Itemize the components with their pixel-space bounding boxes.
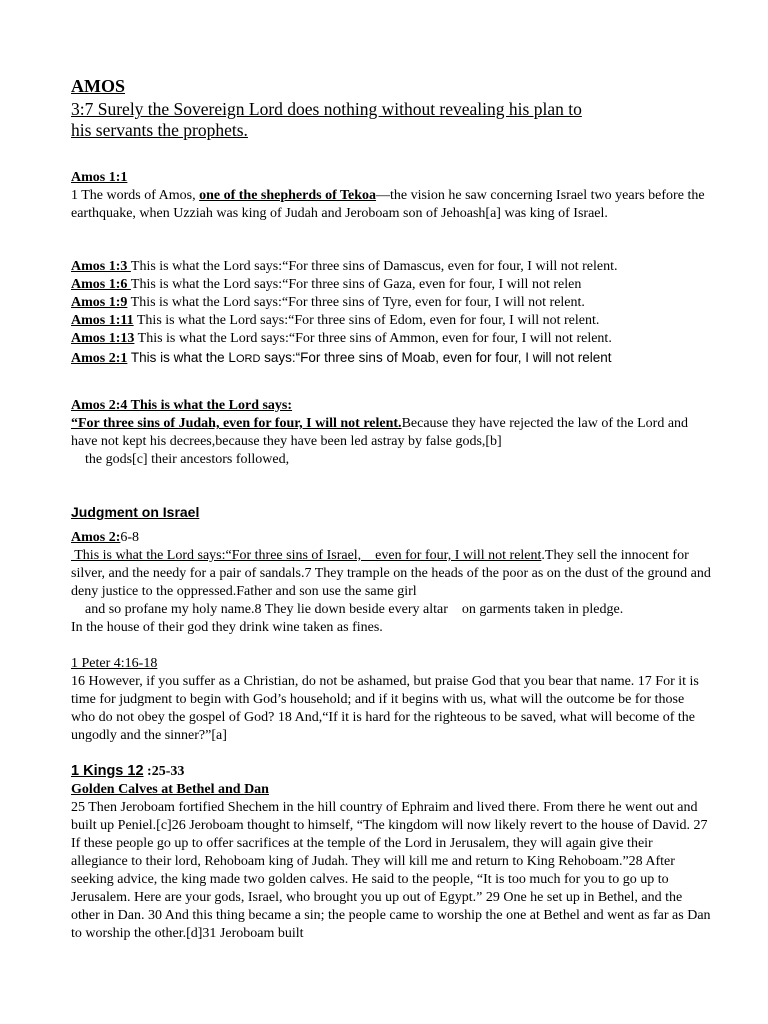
judgment-underlined: This is what the Lord says:“For three sins of Israel, even for four, I will not relent bbox=[71, 548, 542, 563]
judgment-ref: Amos 2: bbox=[71, 530, 121, 545]
kings-ref-line bbox=[71, 762, 711, 781]
verse-text: This is what the Lord says:“For three sins of Ammon, even for four, I will not relent. bbox=[134, 331, 612, 346]
judgment-rest: .They sell the innocent for silver, and the needy for a pair of sandals.7 They trample on the heads of the poor as on the dust of the ground and deny justice to the oppressed.Father and son use the same girl bbox=[71, 548, 711, 599]
amos-2-4-text bbox=[71, 415, 711, 451]
verse-list bbox=[71, 258, 711, 369]
amos-2-4-rest: Because they have rejected the law of the Lord and have not kept his decrees,because they have been led astray by false gods,[b] bbox=[71, 416, 689, 449]
verse-line bbox=[71, 312, 711, 330]
amos-1-1-ref: Amos 1:1 bbox=[71, 170, 128, 185]
judgment-section bbox=[71, 529, 711, 637]
verse-ref: Amos 1:9 bbox=[71, 295, 128, 310]
kings-subheading: Golden Calves at Bethel and Dan bbox=[71, 782, 269, 797]
verse-ref: Amos 1:13 bbox=[71, 331, 135, 346]
verse-text-smallcaps: ORD bbox=[235, 353, 261, 365]
amos-2-4-quote: “For three sins of Judah, even for four, I will not relent. bbox=[71, 416, 402, 431]
verse-ref: Amos 2:1 bbox=[71, 351, 128, 366]
verse-text-post: says:“For three sins of Moab, even for four, I will not relent bbox=[260, 350, 612, 365]
verse-line bbox=[71, 330, 711, 348]
verse-ref: Amos 1:11 bbox=[71, 313, 134, 328]
verse-line-amos-2-1 bbox=[71, 348, 711, 369]
judgment-line-5: In the house of their god they drink wine taken as fines. bbox=[71, 620, 383, 635]
amos-1-1-section bbox=[71, 169, 711, 223]
amos-2-4-section bbox=[71, 397, 711, 469]
key-verse-line-2: his servants the prophets. bbox=[71, 120, 248, 140]
kings-ref: 1 Kings 12 bbox=[71, 763, 144, 779]
peter-text: 16 However, if you suffer as a Christian, do not be ashamed, but praise God that you bear that name. 17 For it is time for judgment to begin with God’s household; and if it begins with us, what will the outcome be for those who do not obey the gospel of God? 18 And,“If it is hard for the righteous to be saved, what will become of the ungodly and the sinner?”[a] bbox=[71, 674, 699, 743]
amos-1-1-text bbox=[71, 187, 711, 223]
verse-line bbox=[71, 276, 711, 294]
verse-text: This is what the Lord says:“For three sins of Damascus, even for four, I will not relent. bbox=[130, 259, 618, 274]
judgment-ref-rest: 6-8 bbox=[120, 530, 140, 545]
key-verse bbox=[71, 99, 711, 141]
judgment-text bbox=[71, 547, 711, 601]
verse-text bbox=[127, 350, 611, 365]
verse-line bbox=[71, 258, 711, 276]
kings-ref-rest: :25-33 bbox=[143, 764, 185, 779]
peter-section bbox=[71, 655, 711, 745]
judgment-line-4: and so profane my holy name.8 They lie down beside every altar on garments taken in pledge. bbox=[71, 602, 624, 617]
verse-line bbox=[71, 294, 711, 312]
amos-1-1-highlight: one of the shepherds of Tekoa bbox=[199, 188, 377, 203]
amos-2-4-line-3: the gods[c] their ancestors followed, bbox=[71, 452, 290, 467]
kings-text: 25 Then Jeroboam fortified Shechem in the hill country of Ephraim and lived there. From there he went out and built up Peniel.[c]26 Jeroboam thought to himself, “The kingdom will now likely revert to the house of David. 27 If these people go up to offer sacrifices at the temple of the Lord in Jerusalem, they will again give their allegiance to their lord, Rehoboam king of Judah. They will kill me and return to King Rehoboam.”28 After seeking advice, the king made two golden calves. He said to the people, “It is too much for you to go up to Jerusalem. Here are your gods, Israel, who brought you up out of Egypt.” 29 One he set up in Bethel, and the other in Dan. 30 And this thing became a sin; the people came to worship the one at Bethel and went as far as Dan to worship the other.[d]31 Jeroboam built bbox=[71, 800, 711, 941]
judgment-heading: Judgment on Israel bbox=[71, 504, 200, 520]
amos-2-4-heading: Amos 2:4 This is what the Lord says: bbox=[71, 398, 293, 413]
kings-section bbox=[71, 762, 711, 943]
verse-text: This is what the Lord says:“For three sins of Tyre, even for four, I will not relent. bbox=[127, 295, 585, 310]
judgment-ref-line bbox=[71, 529, 711, 547]
verse-ref: Amos 1:6 bbox=[71, 277, 131, 292]
verse-text-pre: This is what the L bbox=[127, 350, 236, 365]
page-title: AMOS bbox=[71, 76, 125, 96]
amos-1-1-intro: 1 The words of Amos, bbox=[71, 188, 200, 203]
key-verse-line-1: 3:7 Surely the Sovereign Lord does nothing without revealing his plan to bbox=[71, 99, 582, 119]
verse-text: This is what the Lord says:“For three sins of Gaza, even for four, I will not relen bbox=[130, 277, 582, 292]
amos-1-1-rest: —the vision he saw concerning Israel two years before the earthquake, when Uzziah was king of Judah and Jeroboam son of Jehoash[a] was king of Israel. bbox=[71, 188, 705, 221]
verse-text: This is what the Lord says:“For three sins of Edom, even for four, I will not relent. bbox=[133, 313, 600, 328]
peter-ref: 1 Peter 4:16-18 bbox=[71, 656, 158, 671]
verse-ref: Amos 1:3 bbox=[71, 259, 131, 274]
